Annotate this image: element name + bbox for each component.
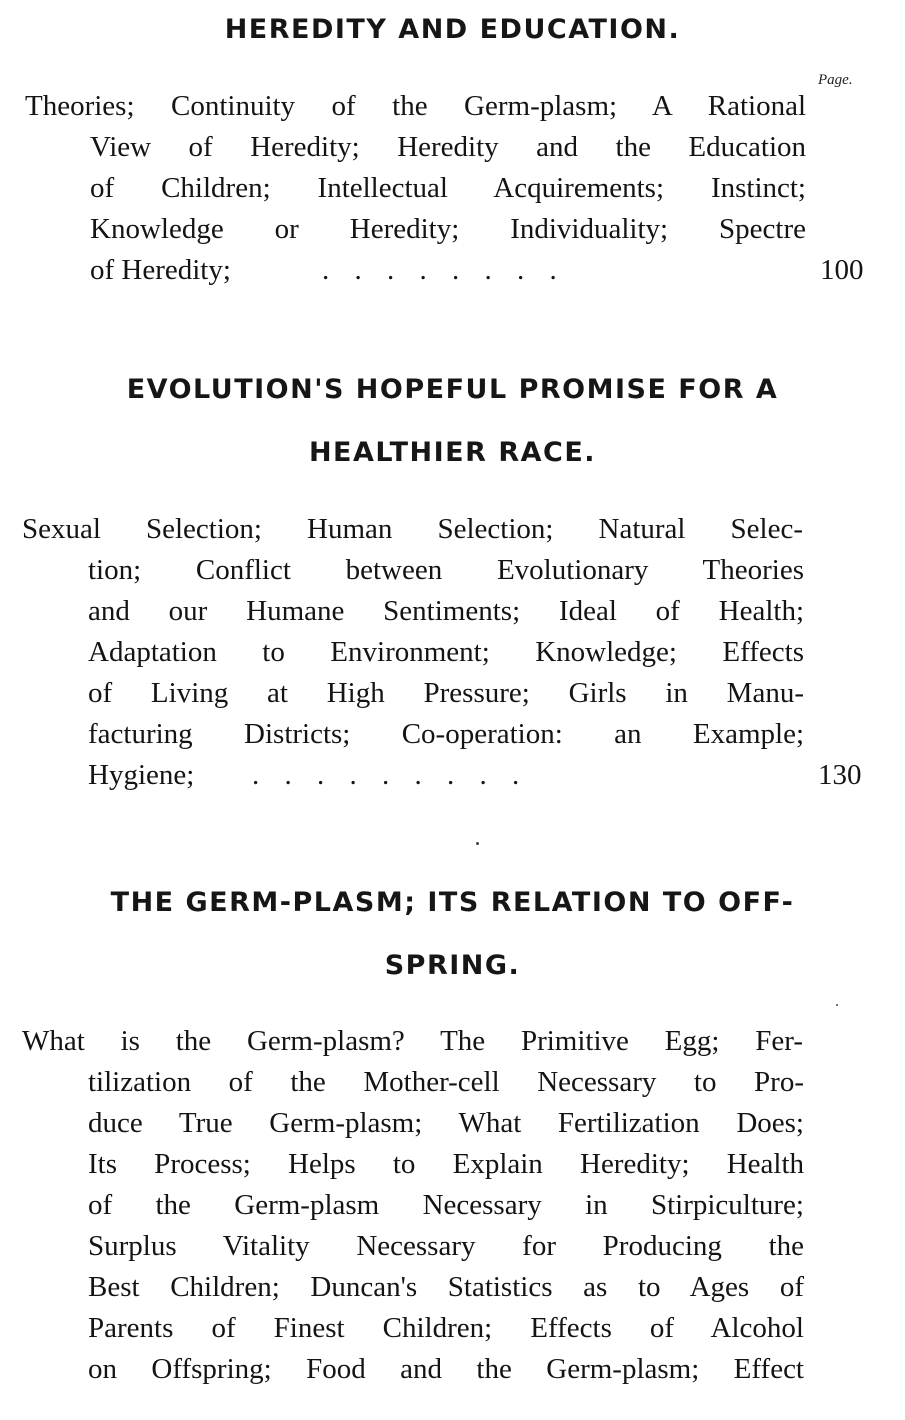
section-heading-evolution-line-1: EVOLUTION'S HOPEFUL PROMISE FOR A xyxy=(126,374,779,405)
toc-entry-line: Knowledge or Heredity; Individuality; Spectre xyxy=(90,213,806,245)
toc-entry-line: Sexual Selection; Human Selection; Natural Selec- xyxy=(22,513,803,545)
section-heading-evolution-line-2: HEALTHIER RACE. xyxy=(308,437,597,468)
toc-entry-line: of Children; Intellectual Acquirements; Instinct; xyxy=(90,172,806,204)
toc-entry-line: What is the Germ-plasm? The Primitive Egg; Fer- xyxy=(22,1025,803,1057)
section-heading-germ-plasm-line-1: THE GERM-PLASM; ITS RELATION TO OFF- xyxy=(110,887,795,918)
toc-entry-last-line: of Heredity; xyxy=(90,254,231,286)
toc-entry-line: tilization of the Mother-cell Necessary to Pro- xyxy=(88,1066,804,1098)
page-number: 100 xyxy=(820,254,864,286)
toc-entry-last-line: Hygiene; xyxy=(88,759,195,791)
toc-entry-line: of the Germ-plasm Necessary in Stirpiculture; xyxy=(88,1189,804,1221)
toc-entry-line: Best Children; Duncan's Statistics as to Ages of xyxy=(88,1271,804,1303)
toc-entry-line: Parents of Finest Children; Effects of Alcohol xyxy=(88,1312,804,1344)
toc-entry-line: of Living at High Pressure; Girls in Manu- xyxy=(88,677,804,709)
section-heading-heredity-education: HEREDITY AND EDUCATION. xyxy=(224,14,681,45)
toc-entry-line: facturing Districts; Co-operation: an Example; xyxy=(88,718,804,750)
dot-leader: . . . . . . . . xyxy=(322,254,566,286)
toc-entry-line: Surplus Vitality Necessary for Producing the xyxy=(88,1230,804,1262)
toc-entry-line: Theories; Continuity of the Germ-plasm; A Rational xyxy=(25,90,806,122)
page-number: 130 xyxy=(818,759,862,791)
print-speck xyxy=(836,1004,838,1006)
toc-entry-line: on Offspring; Food and the Germ-plasm; Effect xyxy=(88,1353,804,1385)
section-heading-germ-plasm-line-2: SPRING. xyxy=(384,950,521,981)
dot-leader: . . . . . . . . . xyxy=(252,759,529,791)
print-speck xyxy=(476,842,479,845)
toc-entry-line: Its Process; Helps to Explain Heredity; Health xyxy=(88,1148,804,1180)
toc-entry-line: tion; Conflict between Evolutionary Theories xyxy=(88,554,804,586)
toc-entry-line: Adaptation to Environment; Knowledge; Effects xyxy=(88,636,804,668)
toc-entry-line: View of Heredity; Heredity and the Education xyxy=(90,131,806,163)
page-column-label: Page. xyxy=(818,72,853,88)
toc-entry-line: duce True Germ-plasm; What Fertilization Does; xyxy=(88,1107,804,1139)
toc-entry-line: and our Humane Sentiments; Ideal of Health; xyxy=(88,595,804,627)
